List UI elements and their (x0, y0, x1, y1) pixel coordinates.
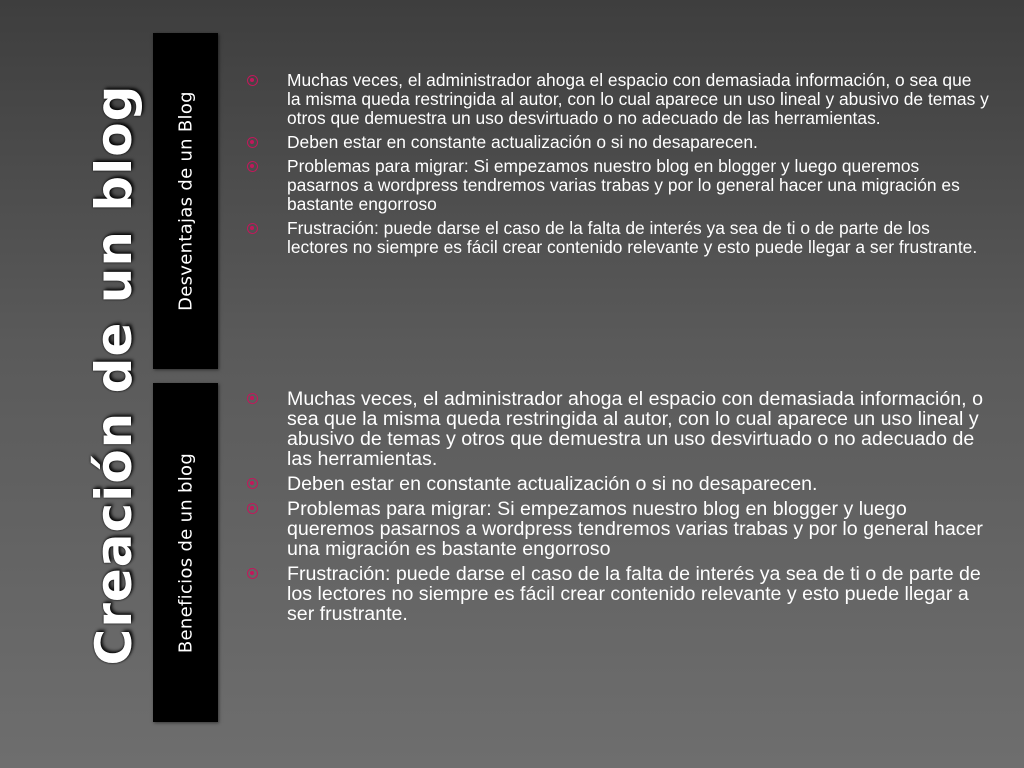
list-item (244, 133, 989, 152)
list-item (244, 389, 989, 469)
list-item-text: Problemas para migrar: Si empezamos nuestro blog en blogger y luego queremos pasarnos a wordpress tendremos varias trabas y por lo general hacer una migración es bastante engorroso (287, 498, 983, 560)
title-area (76, 30, 152, 720)
list-item-text: Problemas para migrar: Si empezamos nuestro blog en blogger y luego queremos pasarnos a wordpress tendremos varias trabas y por lo general hacer una migración es bastante engorroso (287, 156, 960, 214)
circle-bullet-icon (247, 568, 258, 579)
circle-bullet-icon (247, 75, 258, 86)
list-item-text: Muchas veces, el administrador ahoga el espacio con demasiada información, o sea que la misma queda restringida al autor, con lo cual aparece un uso lineal y abusivo de temas y otros que demuestra un uso desvirtuado o no adecuado de las herramientas. (287, 388, 983, 470)
circle-bullet-icon (247, 503, 258, 514)
circle-bullet-icon (247, 393, 258, 404)
section-label-box-disadvantages (153, 33, 218, 369)
list-item-text: Deben estar en constante actualización o si no desaparecen. (287, 132, 758, 152)
benefits-list (244, 389, 989, 629)
list-item (244, 157, 989, 214)
section-label-box-benefits (153, 383, 218, 722)
list-item (244, 71, 989, 128)
circle-bullet-icon (247, 478, 258, 489)
list-item-text: Muchas veces, el administrador ahoga el espacio con demasiada información, o sea que la misma queda restringida al autor, con lo cual aparece un uso lineal y abusivo de temas y otros que demuestra un uso desvirtuado o no adecuado de las herramientas. (287, 70, 989, 128)
slide-title: Creación de un blog (85, 84, 143, 666)
list-item (244, 219, 989, 257)
circle-bullet-icon (247, 161, 258, 172)
list-item (244, 564, 989, 624)
disadvantages-list (244, 71, 989, 262)
list-item (244, 474, 989, 494)
list-item-text: Frustración: puede darse el caso de la falta de interés ya sea de ti o de parte de los lectores no siempre es fácil crear contenido relevante y esto puede llegar a ser frustrante. (287, 563, 981, 625)
section-label-disadvantages: Desventajas de un Blog (175, 91, 196, 311)
circle-bullet-icon (247, 223, 258, 234)
circle-bullet-icon (247, 137, 258, 148)
section-label-benefits: Beneficios de un blog (175, 452, 196, 653)
list-item-text: Frustración: puede darse el caso de la falta de interés ya sea de ti o de parte de los lectores no siempre es fácil crear contenido relevante y esto puede llegar a ser frustrante. (287, 218, 978, 257)
list-item (244, 499, 989, 559)
list-item-text: Deben estar en constante actualización o si no desaparecen. (287, 473, 818, 495)
